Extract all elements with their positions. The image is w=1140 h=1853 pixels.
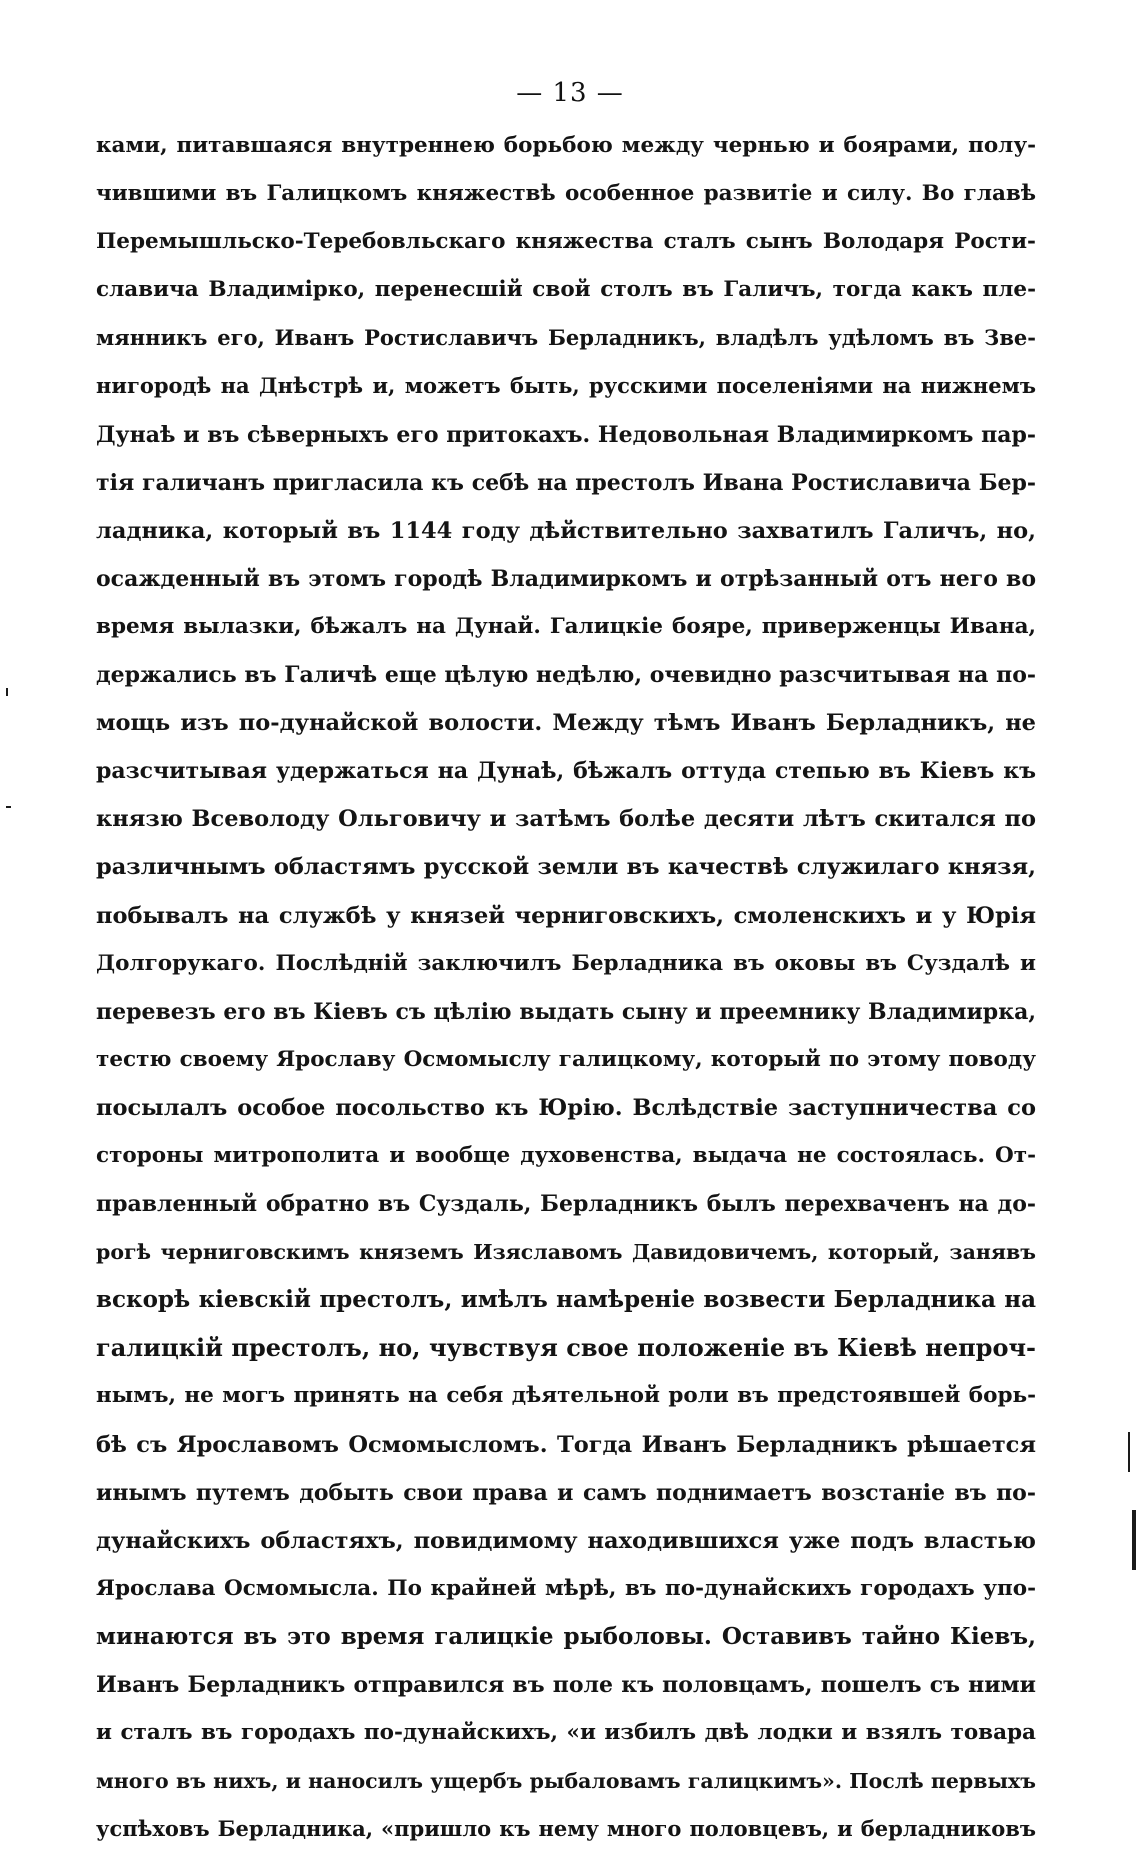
text-line: стороны митрополита и вообще духовенства, выдача не состоялась. От- bbox=[96, 1142, 1036, 1168]
text-line: правленный обратно въ Суздаль, Берладникъ былъ перехваченъ на до- bbox=[96, 1191, 1036, 1218]
text-line: галицкій престолъ, но, чувствуя свое положеніе въ Кіевѣ непроч- bbox=[96, 1333, 1036, 1363]
scan-speck bbox=[6, 688, 8, 696]
scan-edge-mark bbox=[1132, 1510, 1136, 1570]
text-line: ладника, который въ 1144 году дѣйствительно захватилъ Галичъ, но, bbox=[96, 517, 1036, 544]
text-line: Перемышльско-Теребовльскаго княжества сталъ сынъ Володаря Рости- bbox=[96, 229, 1036, 255]
scan-speck bbox=[6, 806, 11, 808]
text-line: чившими въ Галицкомъ княжествѣ особенное развитіе и силу. Во главѣ bbox=[96, 181, 1036, 207]
text-line: побывалъ на службѣ у князей черниговскихъ, смоленскихъ и у Юрія bbox=[96, 902, 1036, 929]
text-line: Иванъ Берладникъ отправился въ поле къ половцамъ, пошелъ съ ними bbox=[96, 1672, 1036, 1698]
text-line: и сталъ въ городахъ по-дунайскихъ, «и избилъ двѣ лодки и взялъ товара bbox=[96, 1720, 1036, 1746]
text-line: ками, питавшаяся внутреннею борьбою между чернью и боярами, полу- bbox=[96, 133, 1036, 158]
text-line: перевезъ его въ Кіевъ съ цѣлію выдать сыну и преемнику Владимирка, bbox=[96, 998, 1036, 1025]
text-line: успѣховъ Берладника, «пришло къ нему много половцевъ, и берладниковъ bbox=[96, 1816, 1036, 1842]
text-line: Дунаѣ и въ сѣверныхъ его притокахъ. Недовольная Владимиркомъ пар- bbox=[96, 421, 1036, 448]
text-line: инымъ путемъ добыть свои права и самъ поднимаетъ возстаніе въ по- bbox=[96, 1479, 1036, 1506]
text-line: мянникъ его, Иванъ Ростиславичъ Берладникъ, владѣлъ удѣломъ въ Зве- bbox=[96, 325, 1036, 351]
text-line: князю Всеволоду Ольговичу и затѣмъ болѣе десяти лѣтъ скитался по bbox=[96, 806, 1036, 833]
text-line: вскорѣ кіевскій престолъ, имѣлъ намѣреніе возвести Берладника на bbox=[96, 1286, 1036, 1314]
text-line: мощь изъ по-дунайской волости. Между тѣмъ Иванъ Берладникъ, не bbox=[96, 710, 1036, 737]
text-line: бѣ съ Ярославомъ Осмомысломъ. Тогда Иванъ Берладникъ рѣшается bbox=[96, 1431, 1036, 1458]
text-line: славича Владимірко, перенесшій свой столъ въ Галичъ, тогда какъ пле- bbox=[96, 277, 1036, 303]
text-line: рогѣ черниговскимъ княземъ Изяславомъ Давидовичемъ, который, занявъ bbox=[96, 1240, 1036, 1265]
text-line: тія галичанъ пригласила къ себѣ на престолъ Ивана Ростиславича Бер- bbox=[96, 469, 1036, 496]
text-line: минаются въ это время галицкіе рыболовы. Оставивъ тайно Кіевъ, bbox=[96, 1622, 1036, 1650]
text-line: время вылазки, бѣжалъ на Дунай. Галицкіе бояре, приверженцы Ивана, bbox=[96, 613, 1036, 639]
text-line: нигородѣ на Днѣстрѣ и, можетъ быть, русскими поселеніями на нижнемъ bbox=[96, 373, 1036, 399]
text-line: дунайскихъ областяхъ, повидимому находившихся уже подъ властью bbox=[96, 1527, 1036, 1554]
text-line: посылалъ особое посольство къ Юрію. Вслѣдствіе заступничества со bbox=[96, 1094, 1036, 1121]
text-line: держались въ Галичѣ еще цѣлую недѣлю, очевидно разсчитывая на по- bbox=[96, 662, 1036, 689]
text-line: тестю своему Ярославу Осмомыслу галицкому, который по этому поводу bbox=[96, 1046, 1036, 1072]
text-line: разсчитывая удержаться на Дунаѣ, бѣжалъ оттуда степью въ Кіевъ къ bbox=[96, 758, 1036, 785]
scan-edge-mark bbox=[1128, 1432, 1130, 1472]
text-line: осажденный въ этомъ городѣ Владимиркомъ и отрѣзанный отъ него во bbox=[96, 565, 1036, 592]
text-line: много въ нихъ, и наносилъ ущербъ рыбаловамъ галицкимъ». Послѣ первыхъ bbox=[96, 1769, 1036, 1794]
page-number: — 13 — bbox=[516, 78, 624, 108]
text-line: нымъ, не могъ принять на себя дѣятельной роли въ предстоявшей борь- bbox=[96, 1383, 1036, 1409]
body-text bbox=[96, 122, 1036, 1853]
text-line: различнымъ областямъ русской земли въ качествѣ служилаго князя, bbox=[96, 854, 1036, 881]
text-line: Долгорукаго. Послѣдній заключилъ Берладника въ оковы въ Суздалѣ и bbox=[96, 950, 1036, 976]
text-line: Ярослава Осмомысла. По крайней мѣрѣ, въ по-дунайскихъ городахъ упо- bbox=[96, 1575, 1036, 1601]
